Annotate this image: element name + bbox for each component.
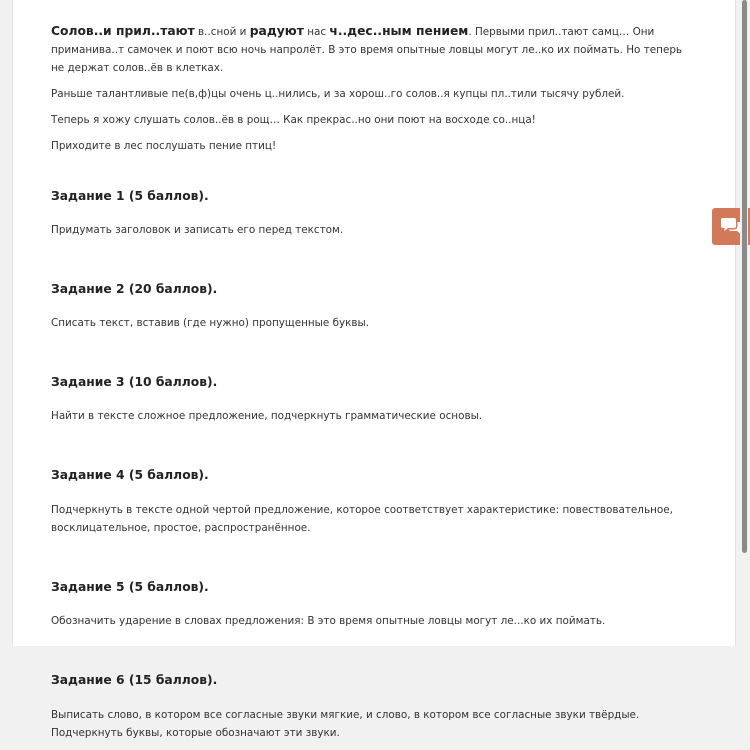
task-description: Списать текст, вставив (где нужно) пропущенные буквы.	[51, 317, 370, 329]
task-title: Задание 6 (15 баллов).	[51, 673, 218, 687]
task-2	[51, 280, 691, 332]
task-1	[51, 187, 691, 239]
intro-bold-3: ч..дес..ным пением	[329, 24, 469, 38]
task-description: Придумать заголовок и записать его перед текстом.	[51, 224, 344, 236]
intro-text-1: в..сной и	[194, 26, 250, 38]
scrollbar-thumb[interactable]	[742, 0, 747, 553]
task-title: Задание 2 (20 баллов).	[51, 282, 218, 296]
task-description: Обозначить ударение в словах предложения: В это время опытные ловцы могут ле...ко их поймать.	[51, 615, 606, 627]
task-3	[51, 373, 691, 425]
task-description: Подчеркнуть в тексте одной чертой предложение, которое соответствует характеристике: повествовательное, восклицательное, простое, распространённое.	[51, 504, 673, 534]
task-description: Выписать слово, в котором все согласные звуки мягкие, и слово, в котором все согласные звуки твёрдые. Подчеркнуть буквы, которые обозначают эти звуки.	[51, 709, 640, 739]
intro-paragraph-1	[51, 22, 691, 77]
task-4	[51, 466, 691, 537]
document-page	[12, 0, 736, 739]
task-description: Найти в тексте сложное предложение, подчеркнуть грамматические основы.	[51, 410, 483, 422]
intro-paragraph-2: Раньше талантливые пе(в,ф)цы очень ц..нились, и за хорош..го солов..я купцы пл..тили тысячу рублей.	[51, 88, 625, 100]
intro-bold-1: Солов..и прил..тают	[51, 24, 195, 38]
task-title: Задание 1 (5 баллов).	[51, 189, 209, 203]
intro-paragraph-3: Теперь я хожу слушать солов..ёв в рощ… Как прекрас..но они поют на восходе со..нца!	[51, 114, 536, 126]
intro-text-3: . Первыми прил..тают самц… Они приманива..т самочек и поют всю ночь напролёт. В это время опытные ловцы могут ле..ко их поймать. Но теперь не держат солов..ёв в клетках.	[51, 26, 683, 74]
task-title: Задание 5 (5 баллов).	[51, 580, 209, 594]
task-title: Задание 3 (10 баллов).	[51, 375, 218, 389]
intro-text-2: нас	[303, 26, 330, 38]
task-title: Задание 4 (5 баллов).	[51, 468, 209, 482]
scrollbar[interactable]	[740, 0, 748, 646]
intro-bold-2: радуют	[249, 24, 304, 38]
document-content	[51, 22, 691, 750]
intro-paragraph-4: Приходите в лес послушать пение птиц!	[51, 140, 277, 152]
task-6	[51, 671, 691, 742]
task-5	[51, 578, 691, 630]
